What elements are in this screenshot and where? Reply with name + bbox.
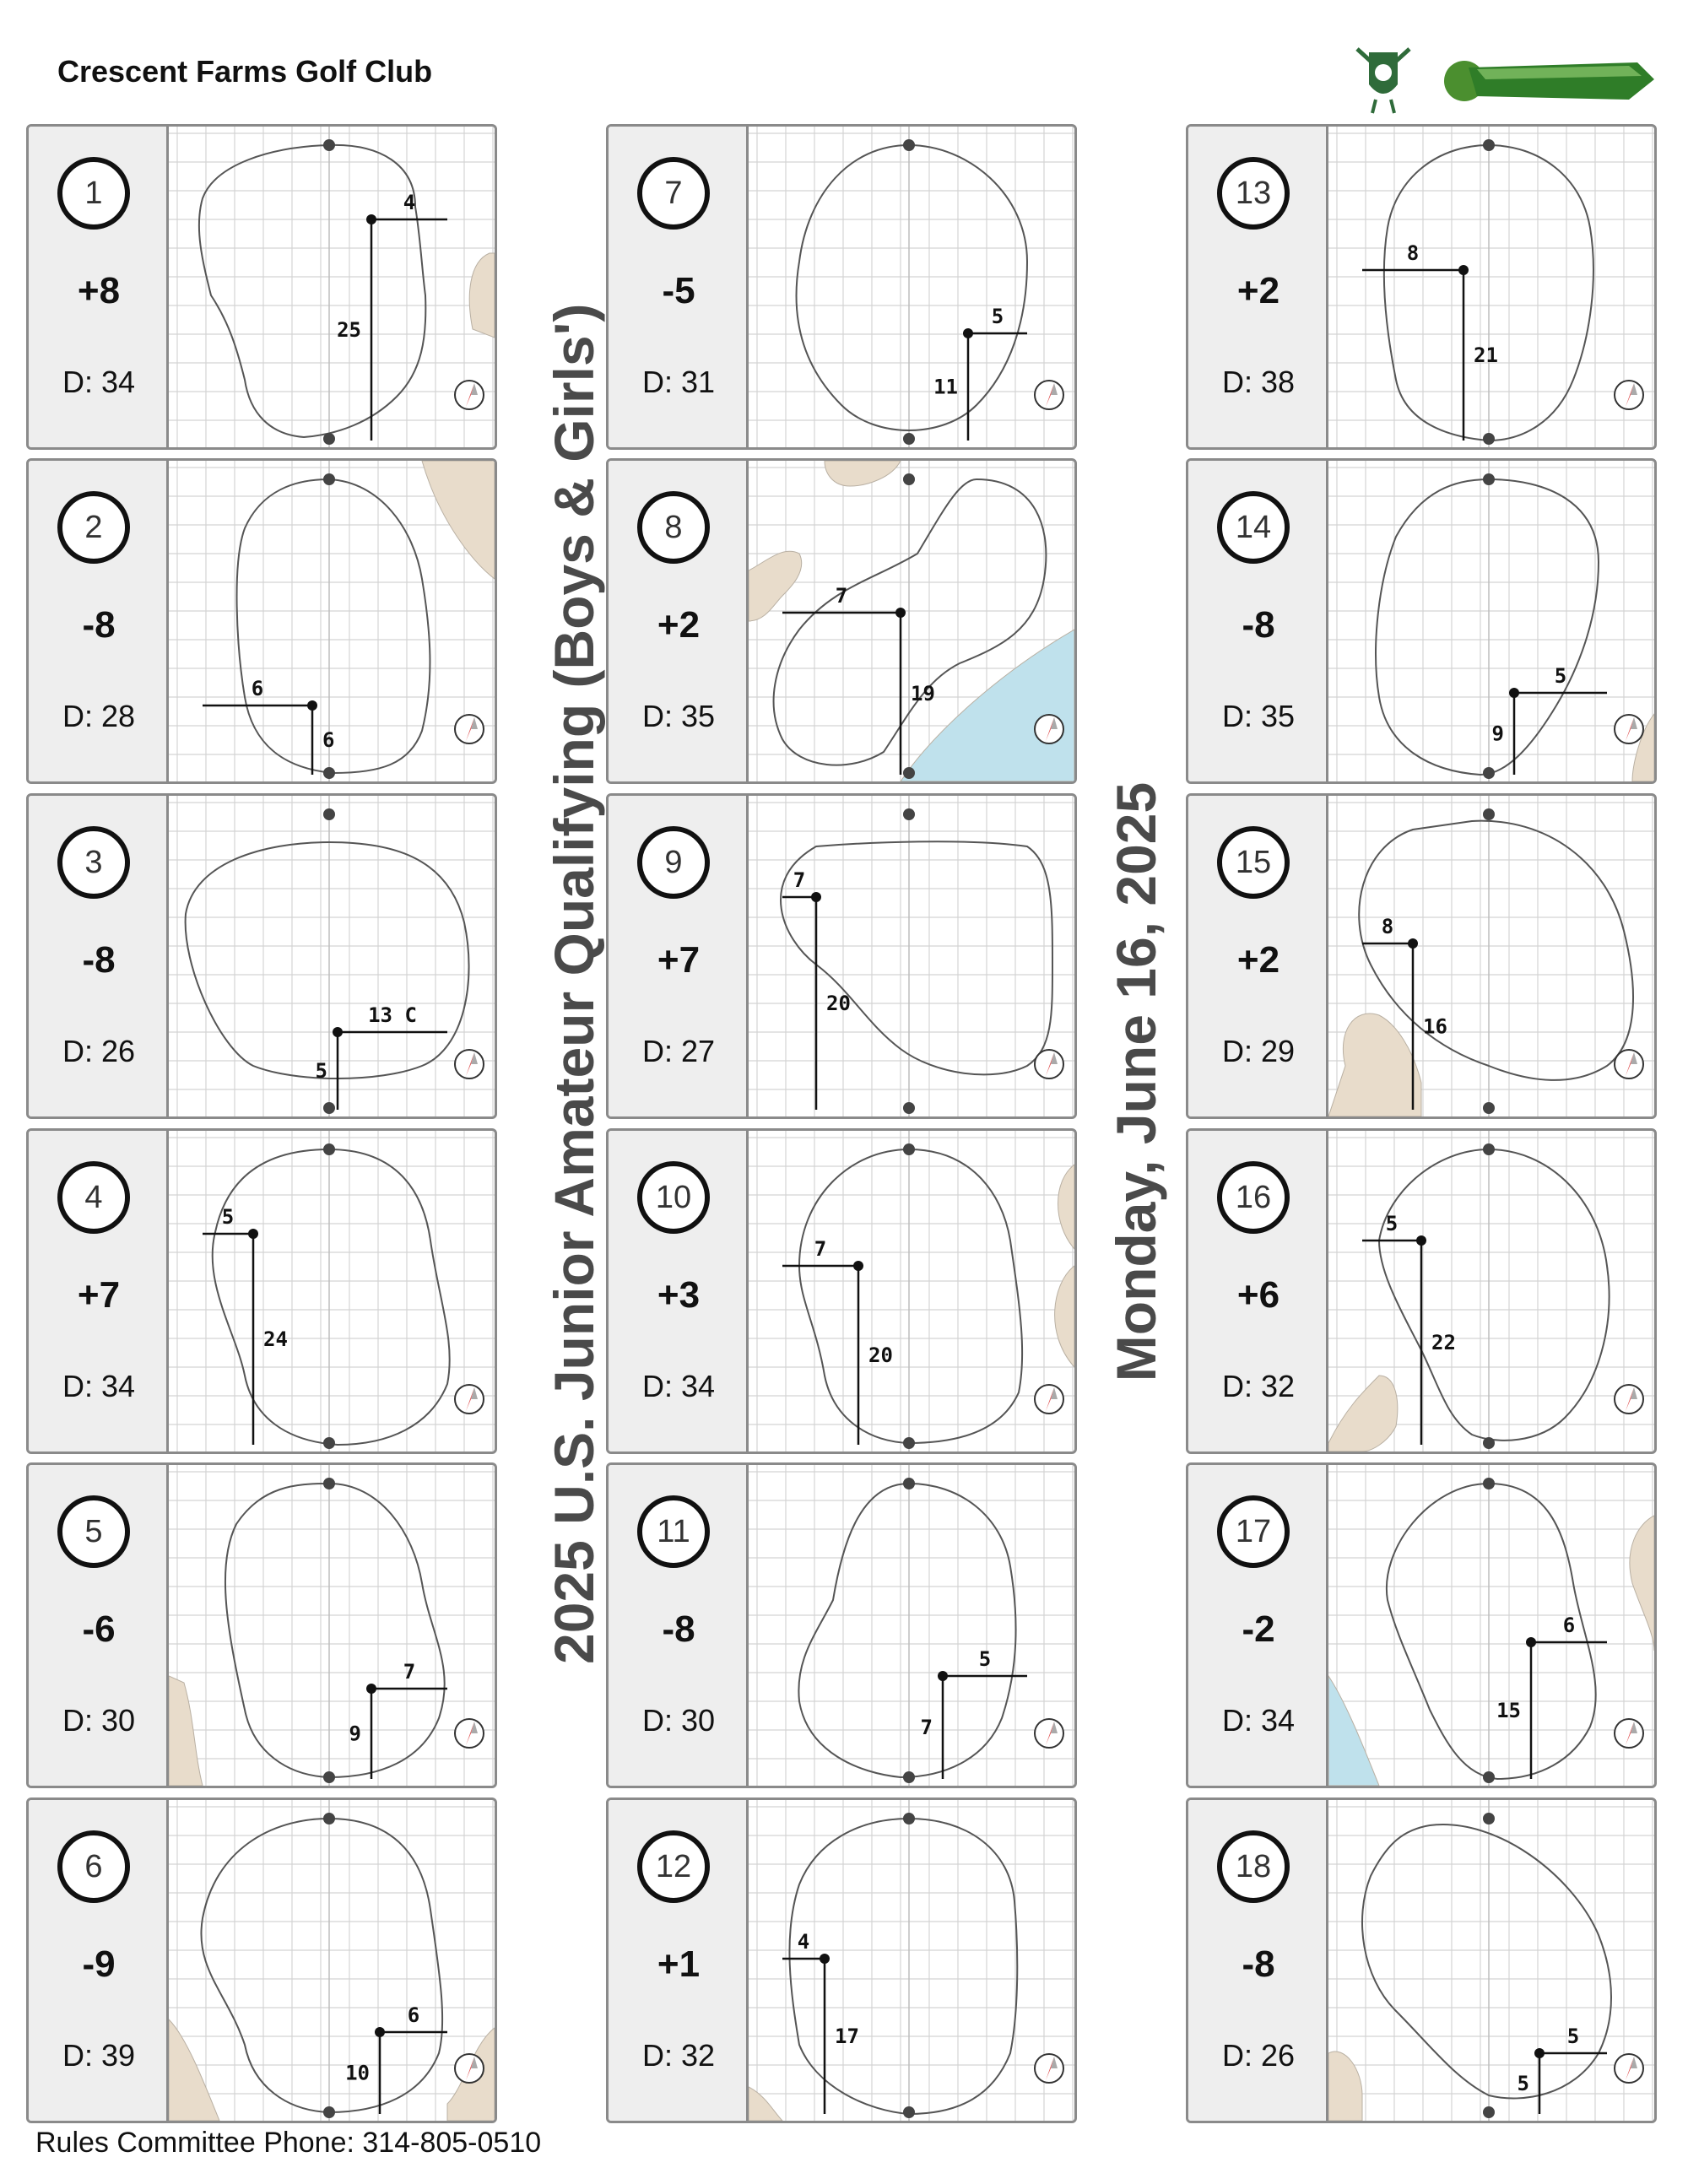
- club-crest-logo: [1357, 49, 1409, 113]
- hole-info-panel: [29, 1465, 169, 1786]
- bunker: [169, 2019, 219, 2121]
- pin-offset-score: +2: [1236, 939, 1280, 981]
- pin-side-distance: 13 C: [368, 1003, 417, 1027]
- pin-front-distance: 20: [868, 1343, 893, 1367]
- hole-info-panel: [1188, 796, 1328, 1116]
- green-depth: D: 35: [641, 699, 716, 733]
- compass-icon: [455, 381, 484, 409]
- bunker: [825, 461, 901, 486]
- green-depth: D: 26: [62, 1034, 136, 1068]
- pin-marker: [1416, 1235, 1426, 1246]
- pin-front-distance: 16: [1423, 1014, 1447, 1039]
- front-marker: [903, 433, 915, 445]
- green-diagram: [169, 796, 495, 1116]
- green-depth: D: 29: [1221, 1034, 1296, 1068]
- pin-side-distance: 7: [814, 1237, 827, 1261]
- back-marker: [323, 1813, 335, 1825]
- hole-info-panel: [1188, 1465, 1328, 1786]
- back-marker: [903, 808, 915, 820]
- hole-info-panel: [609, 1465, 749, 1786]
- hole-card: [1186, 1797, 1657, 2123]
- hole-card: [26, 1797, 497, 2123]
- green-depth: D: 35: [1221, 699, 1296, 733]
- front-marker: [323, 1771, 335, 1783]
- back-marker: [903, 1143, 915, 1155]
- green-diagram: [1328, 1800, 1654, 2121]
- hole-card: [606, 124, 1077, 450]
- back-marker: [323, 139, 335, 151]
- hole-number: 14: [1217, 491, 1290, 564]
- hole-number: 2: [57, 491, 130, 564]
- hole-number: 13: [1217, 157, 1290, 230]
- pin-front-distance: 5: [1517, 2072, 1529, 2095]
- hole-number: 10: [637, 1161, 710, 1234]
- pin-offset-score: +1: [657, 1943, 701, 1985]
- compass-icon: [1615, 1719, 1643, 1748]
- hole-info-panel: [609, 796, 749, 1116]
- compass-icon: [1035, 381, 1063, 409]
- back-marker: [323, 1478, 335, 1489]
- compass-icon: [1035, 715, 1063, 743]
- green-diagram: [1328, 796, 1654, 1116]
- hole-number: 18: [1217, 1830, 1290, 1903]
- pin-front-distance: 9: [1491, 722, 1504, 746]
- bunker: [1328, 1014, 1421, 1116]
- pin-front-distance: 20: [826, 992, 851, 1015]
- back-marker: [323, 473, 335, 485]
- pin-side-distance: 4: [797, 1930, 810, 1954]
- compass-icon: [1615, 381, 1643, 409]
- hole-card: [1186, 1462, 1657, 1788]
- green-depth: D: 28: [62, 699, 136, 733]
- green-depth: D: 34: [1221, 1703, 1296, 1738]
- pin-front-distance: 24: [263, 1327, 288, 1351]
- hole-info-panel: [29, 796, 169, 1116]
- bunker: [1328, 2052, 1362, 2121]
- pin-front-distance: 22: [1431, 1331, 1456, 1354]
- hole-card: [26, 1128, 497, 1454]
- pin-offset-score: +7: [657, 939, 701, 981]
- compass-icon: [1615, 1385, 1643, 1414]
- hole-number: 17: [1217, 1495, 1290, 1568]
- hole-card: [1186, 458, 1657, 784]
- pin-offset-score: -6: [82, 1608, 116, 1650]
- green-depth: D: 26: [1221, 2038, 1296, 2073]
- pin-side-distance: 8: [1381, 915, 1394, 938]
- hole-number: 12: [637, 1830, 710, 1903]
- pin-offset-score: -8: [1242, 604, 1275, 646]
- green-depth: D: 32: [641, 2038, 716, 2073]
- stracka-line-logo: [1444, 61, 1654, 101]
- green-outline: [799, 1149, 1022, 1443]
- hole-info-panel: [1188, 461, 1328, 781]
- back-marker: [903, 1813, 915, 1825]
- front-marker: [1483, 1771, 1495, 1783]
- front-marker: [323, 1437, 335, 1449]
- hole-card: [1186, 124, 1657, 450]
- green-depth: D: 31: [641, 365, 716, 399]
- hole-number: 6: [57, 1830, 130, 1903]
- pin-front-distance: 21: [1474, 343, 1498, 367]
- compass-icon: [1615, 1050, 1643, 1078]
- back-marker: [903, 1478, 915, 1489]
- hole-info-panel: [609, 461, 749, 781]
- pin-marker: [895, 608, 906, 618]
- pin-side-distance: 5: [221, 1205, 235, 1229]
- hole-info-panel: [609, 1800, 749, 2121]
- pin-marker: [1509, 688, 1519, 698]
- hole-card: [26, 793, 497, 1119]
- green-depth: D: 27: [641, 1034, 716, 1068]
- pin-offset-score: -8: [82, 939, 116, 981]
- green-diagram: [1328, 1465, 1654, 1786]
- pin-offset-score: +2: [657, 604, 701, 646]
- pin-front-distance: 7: [920, 1716, 933, 1739]
- green-depth: D: 32: [1221, 1369, 1296, 1403]
- pin-offset-score: -8: [82, 604, 116, 646]
- grid: [749, 1800, 1074, 2121]
- hole-info-panel: [29, 127, 169, 447]
- compass-icon: [455, 1719, 484, 1748]
- grid: [169, 127, 495, 447]
- back-marker: [903, 473, 915, 485]
- pin-marker: [1458, 265, 1469, 275]
- grid: [169, 796, 495, 1116]
- pin-offset-score: -9: [82, 1943, 116, 1985]
- front-marker: [1483, 2106, 1495, 2118]
- back-marker: [1483, 808, 1495, 820]
- bunker: [422, 461, 495, 579]
- bunker: [749, 2087, 782, 2121]
- bunker: [169, 1676, 203, 1786]
- compass-icon: [1035, 1050, 1063, 1078]
- hole-info-panel: [1188, 1131, 1328, 1451]
- pin-offset-score: -8: [662, 1608, 695, 1650]
- pin-marker: [333, 1027, 343, 1037]
- front-marker: [903, 767, 915, 779]
- front-marker: [323, 433, 335, 445]
- green-diagram: [749, 796, 1074, 1116]
- back-marker: [1483, 1813, 1495, 1825]
- pin-front-distance: 17: [835, 2025, 859, 2048]
- green-outline: [186, 842, 469, 1078]
- rules-committee-phone: Rules Committee Phone: 314-805-0510: [35, 2127, 542, 2159]
- pin-front-distance: 9: [349, 1722, 361, 1746]
- pin-side-distance: 7: [835, 584, 848, 608]
- pin-offset-score: -2: [1242, 1608, 1275, 1650]
- green-outline: [1379, 1149, 1610, 1441]
- front-marker: [1483, 433, 1495, 445]
- grid: [749, 1465, 1074, 1786]
- pin-side-distance: 4: [403, 191, 416, 214]
- compass-icon: [455, 1385, 484, 1414]
- water-hazard: [1328, 1676, 1379, 1786]
- pin-side-distance: 6: [1562, 1614, 1576, 1637]
- front-marker: [903, 1437, 915, 1449]
- green-depth: D: 39: [62, 2038, 136, 2073]
- front-marker: [1483, 1102, 1495, 1114]
- pin-marker: [811, 892, 821, 902]
- hole-number: 5: [57, 1495, 130, 1568]
- green-diagram: [749, 1800, 1074, 2121]
- front-marker: [903, 2106, 915, 2118]
- green-diagram: [749, 461, 1074, 781]
- green-diagram: [169, 127, 495, 447]
- compass-icon: [455, 715, 484, 743]
- pin-side-distance: 8: [1406, 241, 1420, 265]
- green-outline: [199, 145, 425, 437]
- pin-offset-score: +3: [657, 1274, 701, 1316]
- grid: [1328, 127, 1654, 447]
- green-diagram: [169, 1800, 495, 2121]
- front-marker: [1483, 1437, 1495, 1449]
- pin-marker: [938, 1671, 948, 1681]
- back-marker: [1483, 1478, 1495, 1489]
- hole-card: [606, 793, 1077, 1119]
- hole-card: [606, 458, 1077, 784]
- pin-marker: [366, 214, 376, 224]
- compass-icon: [1615, 2054, 1643, 2083]
- green-outline: [798, 1484, 1015, 1777]
- pin-offset-score: +2: [1236, 270, 1280, 311]
- pin-side-distance: 5: [991, 305, 1004, 328]
- green-diagram: [749, 1131, 1074, 1451]
- back-marker: [323, 1143, 335, 1155]
- front-marker: [1483, 767, 1495, 779]
- front-marker: [903, 1771, 915, 1783]
- green-depth: D: 34: [62, 365, 136, 399]
- back-marker: [903, 139, 915, 151]
- pin-marker: [963, 328, 973, 338]
- pin-offset-score: -5: [662, 270, 695, 311]
- sponsor-logos: [1350, 41, 1654, 116]
- grid: [1328, 1800, 1654, 2121]
- pin-side-distance: 7: [403, 1660, 416, 1684]
- grid: [1328, 1465, 1654, 1786]
- pin-marker: [853, 1261, 863, 1271]
- pin-side-distance: 6: [251, 677, 264, 700]
- front-marker: [323, 767, 335, 779]
- hole-info-panel: [1188, 127, 1328, 447]
- pin-side-distance: 5: [978, 1647, 992, 1671]
- green-outline: [797, 145, 1027, 430]
- green-diagram: [1328, 461, 1654, 781]
- bunker: [1630, 1516, 1654, 1651]
- green-depth: D: 30: [62, 1703, 136, 1738]
- hole-card: [26, 124, 497, 450]
- hole-number: 3: [57, 826, 130, 899]
- green-outline: [201, 1819, 442, 2112]
- hole-info-panel: [609, 127, 749, 447]
- green-diagram: [169, 1465, 495, 1786]
- hole-card: [1186, 793, 1657, 1119]
- green-diagram: [169, 461, 495, 781]
- hole-card: [1186, 1128, 1657, 1454]
- pin-offset-score: -8: [1242, 1943, 1275, 1985]
- back-marker: [1483, 139, 1495, 151]
- compass-icon: [1035, 1719, 1063, 1748]
- pin-front-distance: 10: [345, 2061, 370, 2085]
- green-outline: [781, 841, 1052, 1074]
- green-diagram: [749, 1465, 1074, 1786]
- hole-info-panel: [609, 1131, 749, 1451]
- hole-number: 4: [57, 1161, 130, 1234]
- compass-icon: [1035, 1385, 1063, 1414]
- bunker: [469, 253, 495, 338]
- hole-number: 15: [1217, 826, 1290, 899]
- hole-card: [606, 1462, 1077, 1788]
- grid: [169, 1800, 495, 2121]
- pin-marker: [1534, 2048, 1545, 2058]
- pin-marker: [366, 1684, 376, 1694]
- pin-marker: [248, 1229, 258, 1239]
- event-title: 2025 U.S. Junior Amateur Qualifying (Boys & Girls'): [543, 303, 605, 1664]
- hole-info-panel: [29, 1131, 169, 1451]
- pin-marker: [307, 700, 317, 711]
- event-date: Monday, June 16, 2025: [1105, 781, 1167, 1382]
- compass-icon: [1035, 2054, 1063, 2083]
- hole-card: [606, 1797, 1077, 2123]
- green-outline: [225, 1484, 445, 1777]
- green-outline: [1362, 1825, 1611, 2098]
- hole-number: 7: [637, 157, 710, 230]
- pin-offset-score: +6: [1236, 1274, 1280, 1316]
- front-marker: [323, 2106, 335, 2118]
- pin-marker: [820, 1954, 830, 1964]
- pin-side-distance: 6: [407, 2003, 420, 2027]
- hole-number: 11: [637, 1495, 710, 1568]
- hole-number: 8: [637, 491, 710, 564]
- green-outline: [1376, 479, 1599, 775]
- back-marker: [1483, 473, 1495, 485]
- pin-front-distance: 6: [322, 728, 335, 752]
- compass-icon: [1615, 715, 1643, 743]
- pin-side-distance: 5: [1566, 2025, 1580, 2048]
- grid: [749, 796, 1074, 1116]
- water-hazard: [901, 630, 1074, 781]
- front-marker: [323, 1102, 335, 1114]
- club-name: Crescent Farms Golf Club: [57, 54, 433, 89]
- pin-offset-score: +7: [77, 1274, 121, 1316]
- hole-info-panel: [1188, 1800, 1328, 2121]
- grid: [749, 1131, 1074, 1451]
- compass-icon: [455, 2054, 484, 2083]
- pin-side-distance: 5: [1554, 664, 1567, 688]
- pin-marker: [1408, 938, 1418, 949]
- green-depth: D: 34: [641, 1369, 716, 1403]
- pin-side-distance: 5: [1385, 1212, 1399, 1235]
- green-depth: D: 38: [1221, 365, 1296, 399]
- back-marker: [1483, 1143, 1495, 1155]
- front-marker: [903, 1102, 915, 1114]
- hole-number: 16: [1217, 1161, 1290, 1234]
- pin-front-distance: 19: [911, 682, 935, 705]
- compass-icon: [455, 1050, 484, 1078]
- green-depth: D: 30: [641, 1703, 716, 1738]
- hole-info-panel: [29, 1800, 169, 2121]
- hole-number: 9: [637, 826, 710, 899]
- hole-card: [26, 1462, 497, 1788]
- hole-card: [606, 1128, 1077, 1454]
- bunker: [1328, 1376, 1398, 1451]
- grid: [169, 1465, 495, 1786]
- pin-marker: [375, 2027, 385, 2037]
- pin-front-distance: 11: [933, 375, 958, 399]
- pin-front-distance: 25: [337, 318, 361, 342]
- bunker: [1058, 1165, 1075, 1249]
- pin-front-distance: 5: [315, 1059, 327, 1083]
- hole-info-panel: [29, 461, 169, 781]
- pin-side-distance: 7: [793, 868, 806, 892]
- hole-card: [26, 458, 497, 784]
- green-diagram: [749, 127, 1074, 447]
- pin-front-distance: 15: [1496, 1699, 1521, 1722]
- hole-number: 1: [57, 157, 130, 230]
- green-diagram: [1328, 1131, 1654, 1451]
- green-depth: D: 34: [62, 1369, 136, 1403]
- green-outline: [213, 1149, 450, 1445]
- green-diagram: [1328, 127, 1654, 447]
- green-diagram: [169, 1131, 495, 1451]
- back-marker: [323, 808, 335, 820]
- pin-marker: [1526, 1637, 1536, 1647]
- pin-offset-score: +8: [77, 270, 121, 311]
